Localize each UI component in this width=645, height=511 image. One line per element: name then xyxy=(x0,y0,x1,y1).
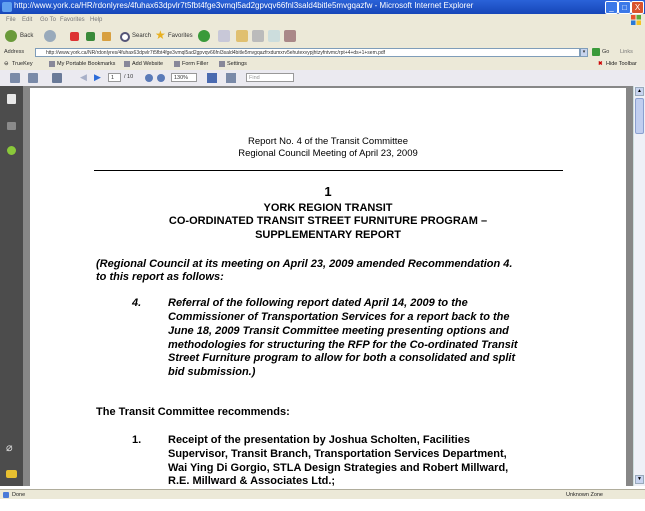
settings-icon xyxy=(219,61,225,67)
favorites-label[interactable]: Favorites xyxy=(168,33,193,39)
truekey-icon[interactable]: ⊖ xyxy=(4,61,9,67)
links-bookmarks[interactable]: My Portable Bookmarks xyxy=(57,61,116,67)
print-pdf-icon[interactable] xyxy=(10,73,20,83)
report-title-line3: SUPPLEMENTARY REPORT xyxy=(255,229,401,241)
zoom-select[interactable]: 130% xyxy=(171,73,197,82)
address-dropdown-icon[interactable]: ▾ xyxy=(580,48,588,57)
rec1-line3: Wai Ying Di Gorgio, STLA Design Strategies and Robert Millward, xyxy=(168,462,509,474)
zone-label: Unknown Zone xyxy=(566,492,603,498)
menu-bar xyxy=(0,14,645,26)
scroll-up-icon[interactable]: ▲ xyxy=(635,87,644,96)
rec1-line2: Supervisor, Transit Branch, Transportation Services Department, xyxy=(168,448,507,460)
links-add-website[interactable]: Add Website xyxy=(132,61,164,67)
edit-icon[interactable] xyxy=(268,30,280,42)
council-note-line1: (Regional Council at its meeting on April 23, 2009 amended Recommendation 4. xyxy=(96,258,513,270)
rec1-number: 1. xyxy=(132,434,142,446)
menu-help[interactable]: Help xyxy=(90,17,103,23)
header-rule xyxy=(94,170,563,171)
pdf-toolbar xyxy=(0,70,645,87)
links-truekey[interactable]: TrueKey xyxy=(12,61,33,67)
menu-goto[interactable]: Go To xyxy=(40,17,56,23)
form-filler-icon xyxy=(174,61,180,67)
council-note-line2: to this report as follows: xyxy=(96,271,224,283)
address-bar xyxy=(0,46,645,59)
bookmarks-panel-icon[interactable] xyxy=(7,122,16,130)
report-header-line2: Regional Council Meeting of April 23, 2009 xyxy=(238,148,418,159)
search-icon[interactable] xyxy=(120,32,130,42)
hand-tool-icon[interactable] xyxy=(52,73,62,83)
menu-edit[interactable]: Edit xyxy=(22,17,33,23)
find-input[interactable]: Find xyxy=(246,73,294,82)
rec4-number: 4. xyxy=(132,297,142,309)
zoom-out-icon[interactable] xyxy=(145,74,153,82)
page-status-icon xyxy=(3,492,9,498)
hide-toolbar-icon[interactable]: ✖ xyxy=(598,61,603,67)
rec4-line5: Street Furniture program to allow for both a consolidated and split xyxy=(168,352,516,364)
ie-icon xyxy=(2,2,12,12)
menu-file[interactable]: File xyxy=(6,17,16,23)
rec4-line3: June 18, 2009 Transit Committee meeting presenting options and xyxy=(168,325,509,337)
status-text: Done xyxy=(12,492,26,498)
favorites-star-icon[interactable]: ★ xyxy=(155,28,166,42)
links-form-filler[interactable]: Form Filler xyxy=(182,61,209,67)
save-pdf-icon[interactable] xyxy=(28,73,38,83)
report-title-line1: YORK REGION TRANSIT xyxy=(263,202,393,214)
title-bar xyxy=(0,0,645,14)
rec1-line1: Receipt of the presentation by Joshua Scholten, Facilities xyxy=(168,434,470,446)
toolbar xyxy=(0,26,645,47)
print-icon[interactable] xyxy=(252,30,264,42)
rec4-line4: methodologies for structuring the RFP for the Co-ordinated Transit xyxy=(168,339,518,351)
report-header-line1: Report No. 4 of the Transit Committee xyxy=(248,136,408,147)
page-number-input[interactable]: 1 xyxy=(108,73,121,82)
page-total: / 10 xyxy=(124,74,134,80)
fit-page-icon[interactable] xyxy=(207,73,217,83)
forward-arrow-icon[interactable] xyxy=(44,30,56,42)
menu-favorites[interactable]: Favorites xyxy=(60,17,85,23)
recommends-heading: The Transit Committee recommends: xyxy=(96,406,290,418)
scroll-down-icon[interactable]: ▼ xyxy=(635,475,644,484)
back-label[interactable]: Back xyxy=(20,33,34,39)
hide-toolbar-button[interactable]: Hide Toolbar xyxy=(606,61,637,67)
close-button[interactable]: X xyxy=(631,1,644,14)
discuss-icon[interactable] xyxy=(284,30,296,42)
help-icon[interactable] xyxy=(7,146,16,155)
go-arrow-icon[interactable] xyxy=(592,48,600,56)
media-icon[interactable] xyxy=(198,30,210,42)
add-website-icon xyxy=(124,61,130,67)
windows-logo-icon xyxy=(631,15,641,25)
address-input[interactable]: http://www.york.ca/NR/rdonlyres/4fuhax63dpvlr7t5fbt4fge3vmql5ad2gpvqv66fnl3sald4bitle5mvgqazfrxdumxrv5ehutexvypjhtzyfntvmc/rpt+4+ds+1+sem.pdf xyxy=(35,48,580,57)
comments-icon[interactable] xyxy=(6,470,17,478)
report-title-line2: CO-ORDINATED TRANSIT STREET FURNITURE PROGRAM – xyxy=(168,215,488,227)
bottom-margin xyxy=(0,499,645,511)
rec4-line1: Referral of the following report dated April 14, 2009 to the xyxy=(168,297,468,309)
pages-icon[interactable] xyxy=(7,94,16,104)
rec1-line4: R.E. Millward & Associates Ltd.; xyxy=(168,475,336,486)
maximize-button[interactable]: □ xyxy=(618,1,631,14)
scroll-thumb[interactable] xyxy=(635,98,644,134)
history-icon[interactable] xyxy=(218,30,230,42)
links-label[interactable]: Links xyxy=(620,49,633,55)
vertical-scrollbar[interactable] xyxy=(633,86,645,486)
window-title: http://www.york.ca/HR/rdonlyres/4fuhax63dpvlr7t5fbt4fge3vmql5ad2gpvqv66fnl3sald4bitle5mvgqazfw - Microsoft Internet Explorer xyxy=(14,1,474,10)
rec4-line6: bid submission.) xyxy=(168,366,256,378)
item-number: 1 xyxy=(324,184,332,199)
previous-page-icon[interactable]: ◀ xyxy=(80,72,87,82)
links-settings[interactable]: Settings xyxy=(227,61,247,67)
next-page-icon[interactable]: ▶ xyxy=(94,72,101,82)
stop-icon[interactable] xyxy=(70,32,79,41)
search-label[interactable]: Search xyxy=(132,33,152,39)
home-icon[interactable] xyxy=(102,32,111,41)
pdf-page xyxy=(30,88,626,486)
navigation-pane xyxy=(0,86,23,486)
minimize-button[interactable]: _ xyxy=(605,1,618,14)
zoom-in-icon[interactable] xyxy=(157,74,165,82)
address-label: Address xyxy=(4,49,25,55)
attachments-icon[interactable]: ⌀ xyxy=(6,442,13,454)
rec4-line2: Commissioner of Transportation Services for a report back to the xyxy=(168,311,510,323)
go-button[interactable]: Go xyxy=(602,49,610,55)
refresh-icon[interactable] xyxy=(86,32,95,41)
mail-icon[interactable] xyxy=(236,30,248,42)
fit-width-icon[interactable] xyxy=(226,73,236,83)
back-arrow-icon[interactable] xyxy=(5,30,17,42)
bookmarks-icon xyxy=(49,61,55,67)
